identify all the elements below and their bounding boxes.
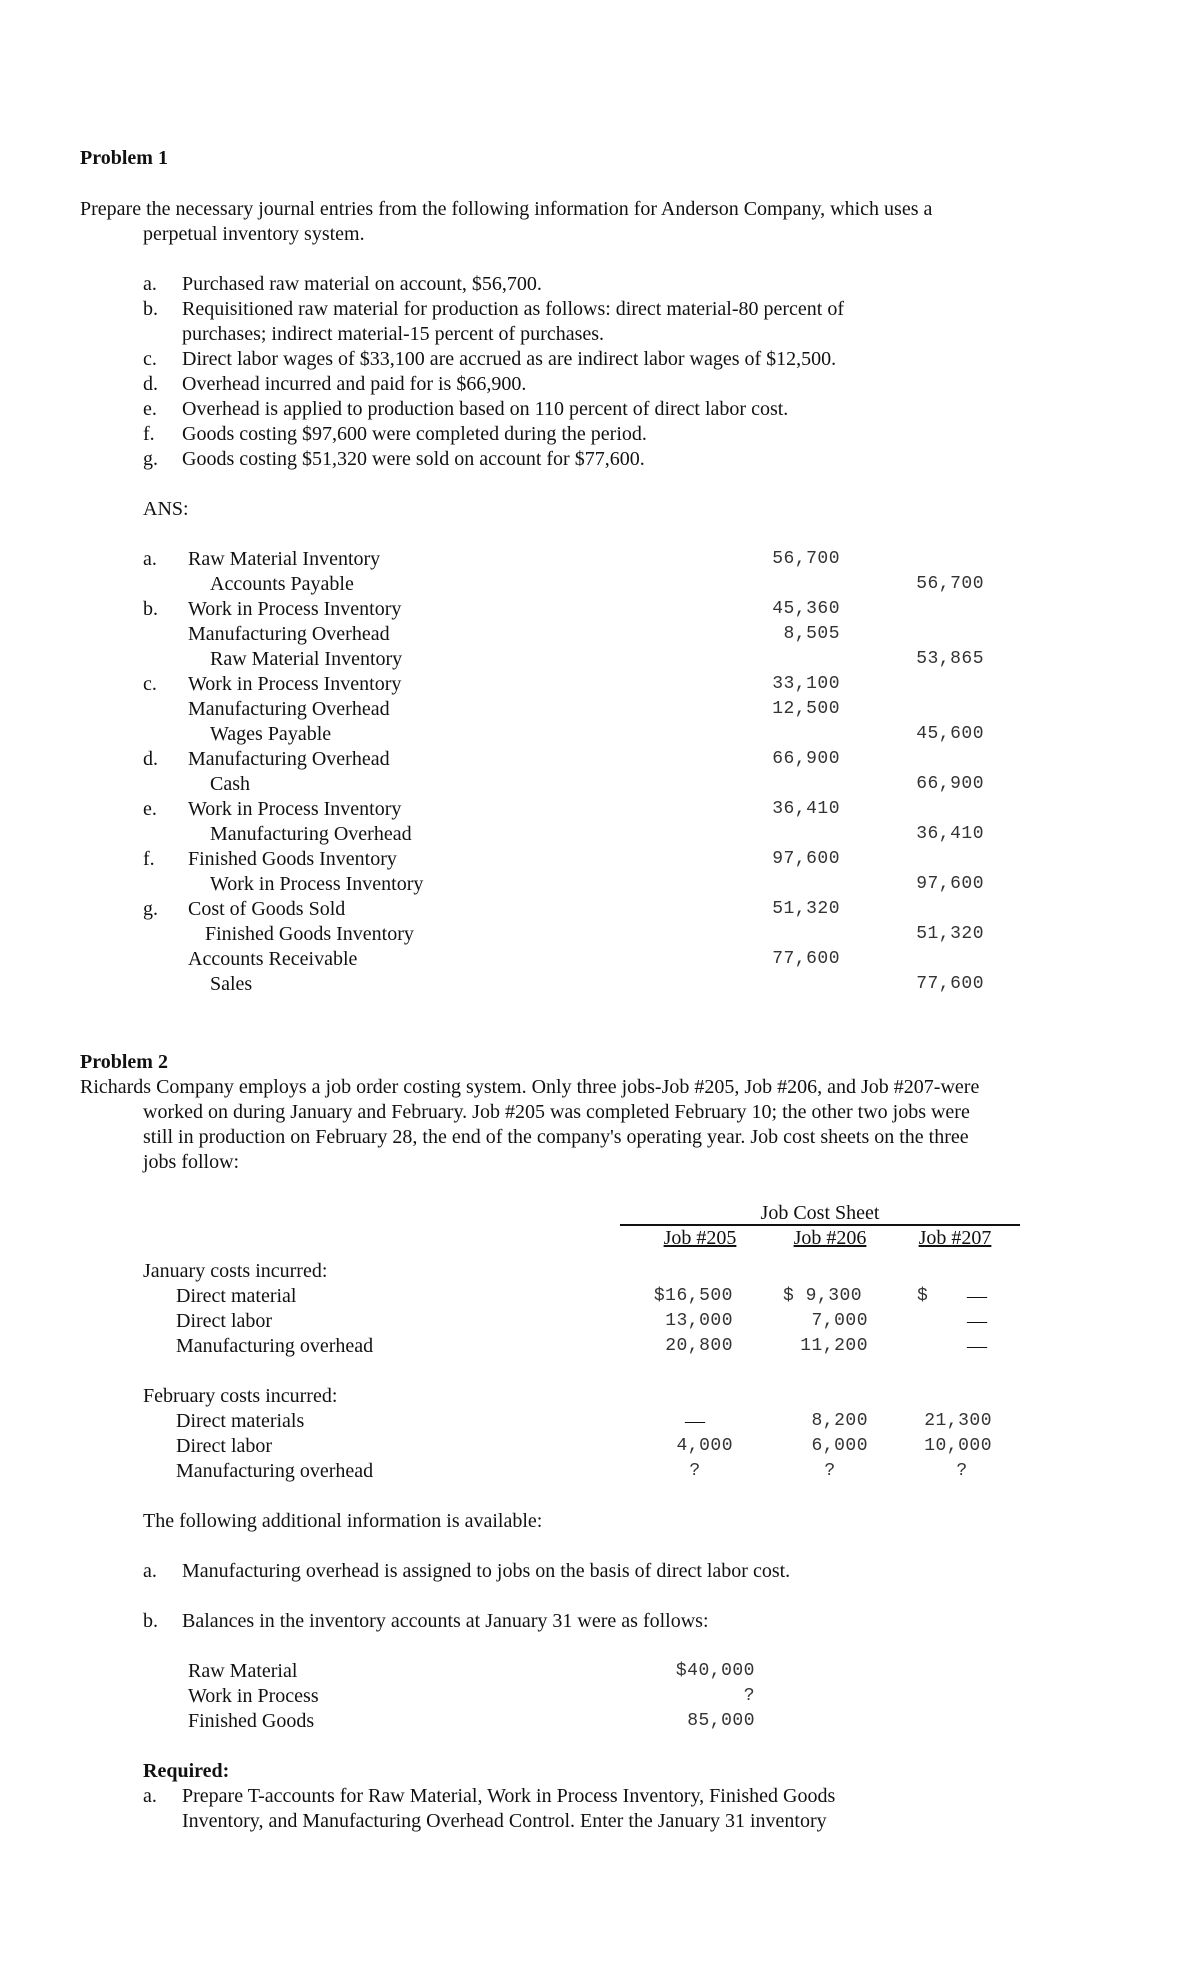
account-name: Manufacturing Overhead — [188, 698, 390, 720]
balance-account: Finished Goods — [188, 1710, 315, 1732]
cost-label: Manufacturing overhead — [176, 1460, 374, 1482]
item-letter: g. — [143, 448, 158, 470]
problem1-title: Problem 1 — [80, 147, 168, 169]
account-name: Cost of Goods Sold — [188, 898, 346, 920]
account-name: Work in Process Inventory — [188, 798, 402, 820]
job-206-value: 11,200 — [800, 1336, 868, 1356]
job-205-value: 4,000 — [676, 1436, 733, 1456]
required-label: Required: — [143, 1760, 230, 1782]
job-206-value: ? — [824, 1461, 836, 1481]
credit-amount: 56,700 — [916, 574, 984, 594]
account-name: Work in Process Inventory — [188, 673, 402, 695]
job-207-dollar-sign: $ — [917, 1286, 929, 1306]
job-205-value: 20,800 — [665, 1336, 733, 1356]
ans-label: ANS: — [143, 498, 189, 520]
job-205-value: 13,000 — [665, 1311, 733, 1331]
debit-amount: 45,360 — [772, 599, 840, 619]
debit-amount: 33,100 — [772, 674, 840, 694]
account-name: Manufacturing Overhead — [210, 823, 412, 845]
debit-amount: 51,320 — [772, 899, 840, 919]
credit-amount: 97,600 — [916, 874, 984, 894]
item-letter: d. — [143, 373, 158, 395]
job-207-header: Job #207 — [918, 1227, 992, 1249]
account-name: Finished Goods Inventory — [188, 848, 397, 870]
balance-account: Raw Material — [188, 1660, 298, 1682]
job-207-value: ? — [956, 1461, 968, 1481]
entry-letter: f. — [143, 848, 155, 870]
account-name: Finished Goods Inventory — [205, 923, 414, 945]
problem1-intro-line1: Prepare the necessary journal entries from the following information for Anderson Company, which uses a — [80, 198, 933, 220]
cost-label: Manufacturing overhead — [176, 1335, 374, 1357]
required-a-line2: Inventory, and Manufacturing Overhead Control. Enter the January 31 inventory — [182, 1810, 827, 1832]
problem1-intro-line2: perpetual inventory system. — [143, 223, 365, 245]
info-a-letter: a. — [143, 1560, 157, 1582]
item-text: Overhead incurred and paid for is $66,900. — [182, 373, 527, 395]
job-cost-sheet-title: Job Cost Sheet — [760, 1202, 880, 1224]
entry-letter: a. — [143, 548, 157, 570]
balance-amount: $40,000 — [675, 1661, 755, 1681]
job-207-value: 10,000 — [924, 1436, 992, 1456]
account-name: Raw Material Inventory — [188, 548, 381, 570]
credit-amount: 53,865 — [916, 649, 984, 669]
job-207-value: — — [967, 1335, 987, 1357]
entry-letter: e. — [143, 798, 157, 820]
balance-amount: ? — [743, 1686, 755, 1706]
credit-amount: 36,410 — [916, 824, 984, 844]
job-205-value: ? — [689, 1461, 701, 1481]
account-name: Manufacturing Overhead — [188, 748, 390, 770]
job-206-value: 7,000 — [811, 1311, 868, 1331]
item-text: Direct labor wages of $33,100 are accrued as are indirect labor wages of $12,500. — [182, 348, 837, 370]
entry-letter: d. — [143, 748, 158, 770]
job-205-value: $16,500 — [653, 1286, 733, 1306]
debit-amount: 77,600 — [772, 949, 840, 969]
item-letter: f. — [143, 423, 155, 445]
entry-letter: b. — [143, 598, 158, 620]
job-206-value: 8,200 — [811, 1411, 868, 1431]
job-205-value: — — [685, 1410, 705, 1432]
account-name: Wages Payable — [210, 723, 332, 745]
account-name: Accounts Payable — [210, 573, 354, 595]
job-207-value: — — [967, 1310, 987, 1332]
cost-label: Direct materials — [176, 1410, 305, 1432]
account-name: Manufacturing Overhead — [188, 623, 390, 645]
item-letter: e. — [143, 398, 157, 420]
january-heading: January costs incurred: — [143, 1260, 328, 1282]
info-b-letter: b. — [143, 1610, 158, 1632]
credit-amount: 45,600 — [916, 724, 984, 744]
account-name: Cash — [210, 773, 250, 795]
item-text: purchases; indirect material-15 percent of purchases. — [182, 323, 605, 345]
entry-letter: g. — [143, 898, 158, 920]
february-heading: February costs incurred: — [143, 1385, 338, 1407]
required-a-letter: a. — [143, 1785, 157, 1807]
item-letter: a. — [143, 273, 157, 295]
problem2-title: Problem 2 — [80, 1051, 168, 1073]
entry-letter: c. — [143, 673, 157, 695]
job-206-header: Job #206 — [793, 1227, 867, 1249]
balance-amount: 85,000 — [687, 1711, 755, 1731]
debit-amount: 12,500 — [772, 699, 840, 719]
item-text: Overhead is applied to production based on 110 percent of direct labor cost. — [182, 398, 789, 420]
credit-amount: 51,320 — [916, 924, 984, 944]
credit-amount: 77,600 — [916, 974, 984, 994]
debit-amount: 56,700 — [772, 549, 840, 569]
info-b-text: Balances in the inventory accounts at January 31 were as follows: — [182, 1610, 709, 1632]
problem2-intro-line3: still in production on February 28, the end of the company's operating year. Job cost sheets on the three — [143, 1126, 969, 1148]
account-name: Work in Process Inventory — [210, 873, 424, 895]
debit-amount: 66,900 — [772, 749, 840, 769]
job-206-value: 6,000 — [811, 1436, 868, 1456]
job-207-value: — — [967, 1285, 987, 1307]
job-205-header: Job #205 — [663, 1227, 737, 1249]
required-a-line1: Prepare T-accounts for Raw Material, Work in Process Inventory, Finished Goods — [182, 1785, 836, 1807]
problem2-intro-line1: Richards Company employs a job order costing system. Only three jobs-Job #205, Job #206, and Job #207-were — [80, 1076, 980, 1098]
job-207-value: 21,300 — [924, 1411, 992, 1431]
debit-amount: 36,410 — [772, 799, 840, 819]
account-name: Accounts Receivable — [188, 948, 358, 970]
balance-account: Work in Process — [188, 1685, 319, 1707]
cost-label: Direct labor — [176, 1435, 273, 1457]
problem2-intro-line4: jobs follow: — [143, 1151, 240, 1173]
item-text: Goods costing $97,600 were completed during the period. — [182, 423, 647, 445]
account-name: Raw Material Inventory — [210, 648, 403, 670]
job-206-value: $ 9,300 — [783, 1286, 863, 1306]
item-letter: c. — [143, 348, 157, 370]
info-a-text: Manufacturing overhead is assigned to jobs on the basis of direct labor cost. — [182, 1560, 791, 1582]
item-text: Purchased raw material on account, $56,700. — [182, 273, 542, 295]
account-name: Sales — [210, 973, 253, 995]
item-text: Requisitioned raw material for production as follows: direct material-80 percent of — [182, 298, 845, 320]
item-text: Goods costing $51,320 were sold on account for $77,600. — [182, 448, 645, 470]
debit-amount: 8,505 — [783, 624, 840, 644]
debit-amount: 97,600 — [772, 849, 840, 869]
item-letter: b. — [143, 298, 158, 320]
account-name: Work in Process Inventory — [188, 598, 402, 620]
cost-label: Direct labor — [176, 1310, 273, 1332]
credit-amount: 66,900 — [916, 774, 984, 794]
problem2-intro-line2: worked on during January and February. Job #205 was completed February 10; the other two jobs were — [143, 1101, 970, 1123]
cost-label: Direct material — [176, 1285, 297, 1307]
additional-info-heading: The following additional information is available: — [143, 1510, 543, 1532]
